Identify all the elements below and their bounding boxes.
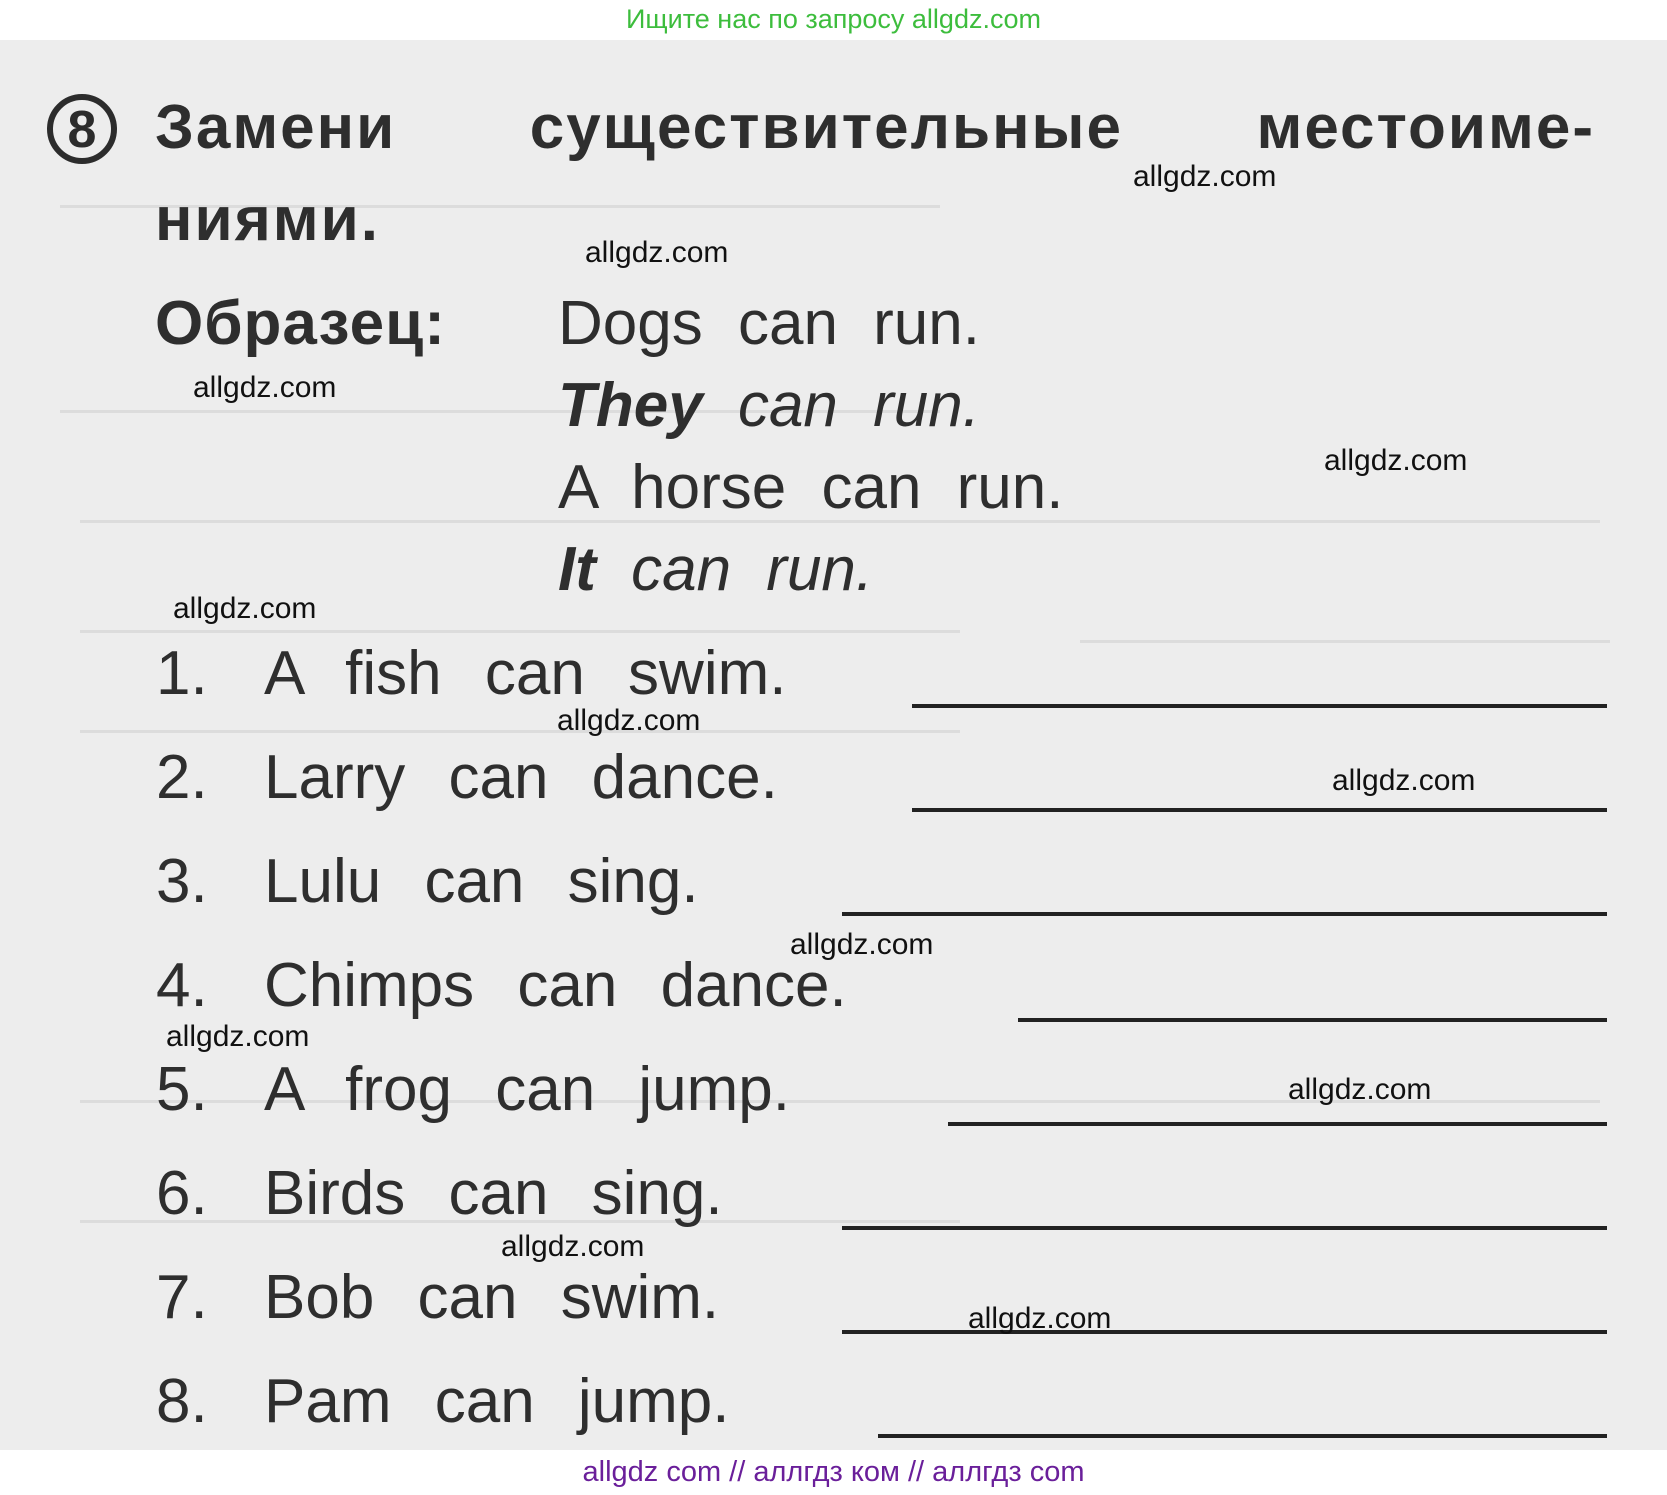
sample-rest: can run. — [737, 371, 980, 440]
watermark: allgdz.com — [968, 1302, 1112, 1335]
answer-line[interactable] — [842, 1226, 1607, 1230]
sample-answer — [558, 370, 980, 441]
sample-answer — [558, 534, 873, 605]
sample-pronoun: It — [558, 535, 596, 604]
watermark: allgdz.com — [166, 1020, 310, 1053]
watermark: allgdz.com — [1288, 1073, 1432, 1106]
item-number: 2. — [156, 743, 208, 812]
item-sentence: A frog can jump. — [264, 1055, 791, 1124]
bottom-banner: allgdz com // аллгдз ком // аллгдз com — [0, 1450, 1667, 1495]
bleed-line — [1080, 640, 1610, 643]
watermark: allgdz.com — [501, 1230, 645, 1263]
answer-line[interactable] — [948, 1122, 1607, 1126]
answer-line[interactable] — [912, 808, 1607, 812]
answer-line[interactable] — [878, 1434, 1607, 1438]
sample-label: Образец: — [155, 289, 446, 358]
bleed-line — [80, 630, 960, 633]
bleed-line — [80, 730, 960, 733]
exercise-title: Замени существительные местоиме- ниями. — [155, 93, 1595, 254]
sample-sentence: Dogs can run. — [558, 289, 980, 358]
item-number: 8. — [156, 1367, 208, 1436]
item-sentence: Birds can sing. — [264, 1159, 723, 1228]
answer-line[interactable] — [842, 1330, 1607, 1334]
item-number: 6. — [156, 1159, 208, 1228]
item-sentence: Larry can dance. — [264, 743, 778, 812]
sample-sentence: A horse can run. — [558, 453, 1064, 522]
answer-line[interactable] — [842, 912, 1607, 916]
item-number: 4. — [156, 951, 208, 1020]
item-sentence: Bob can swim. — [264, 1263, 720, 1332]
item-sentence: Chimps can dance. — [264, 951, 847, 1020]
item-number: 7. — [156, 1263, 208, 1332]
watermark: allgdz.com — [1133, 160, 1277, 193]
answer-line[interactable] — [912, 704, 1607, 708]
item-number: 3. — [156, 847, 208, 916]
watermark: allgdz.com — [585, 236, 729, 269]
watermark: allgdz.com — [1324, 444, 1468, 477]
workbook-page — [0, 40, 1667, 1450]
sample-pronoun: They — [558, 371, 703, 440]
item-sentence: Pam can jump. — [264, 1367, 730, 1436]
watermark: allgdz.com — [790, 928, 934, 961]
item-number: 5. — [156, 1055, 208, 1124]
answer-line[interactable] — [1018, 1018, 1607, 1022]
watermark: allgdz.com — [193, 371, 337, 404]
item-number: 1. — [156, 639, 208, 708]
watermark: allgdz.com — [173, 592, 317, 625]
exercise-number-badge: 8 — [47, 94, 117, 164]
top-banner: Ищите нас по запросу allgdz.com — [626, 4, 1041, 34]
item-sentence: Lulu can sing. — [264, 847, 699, 916]
watermark: allgdz.com — [1332, 764, 1476, 797]
item-sentence: A fish can swim. — [264, 639, 787, 708]
watermark: allgdz.com — [557, 704, 701, 737]
sample-rest: can run. — [631, 535, 874, 604]
